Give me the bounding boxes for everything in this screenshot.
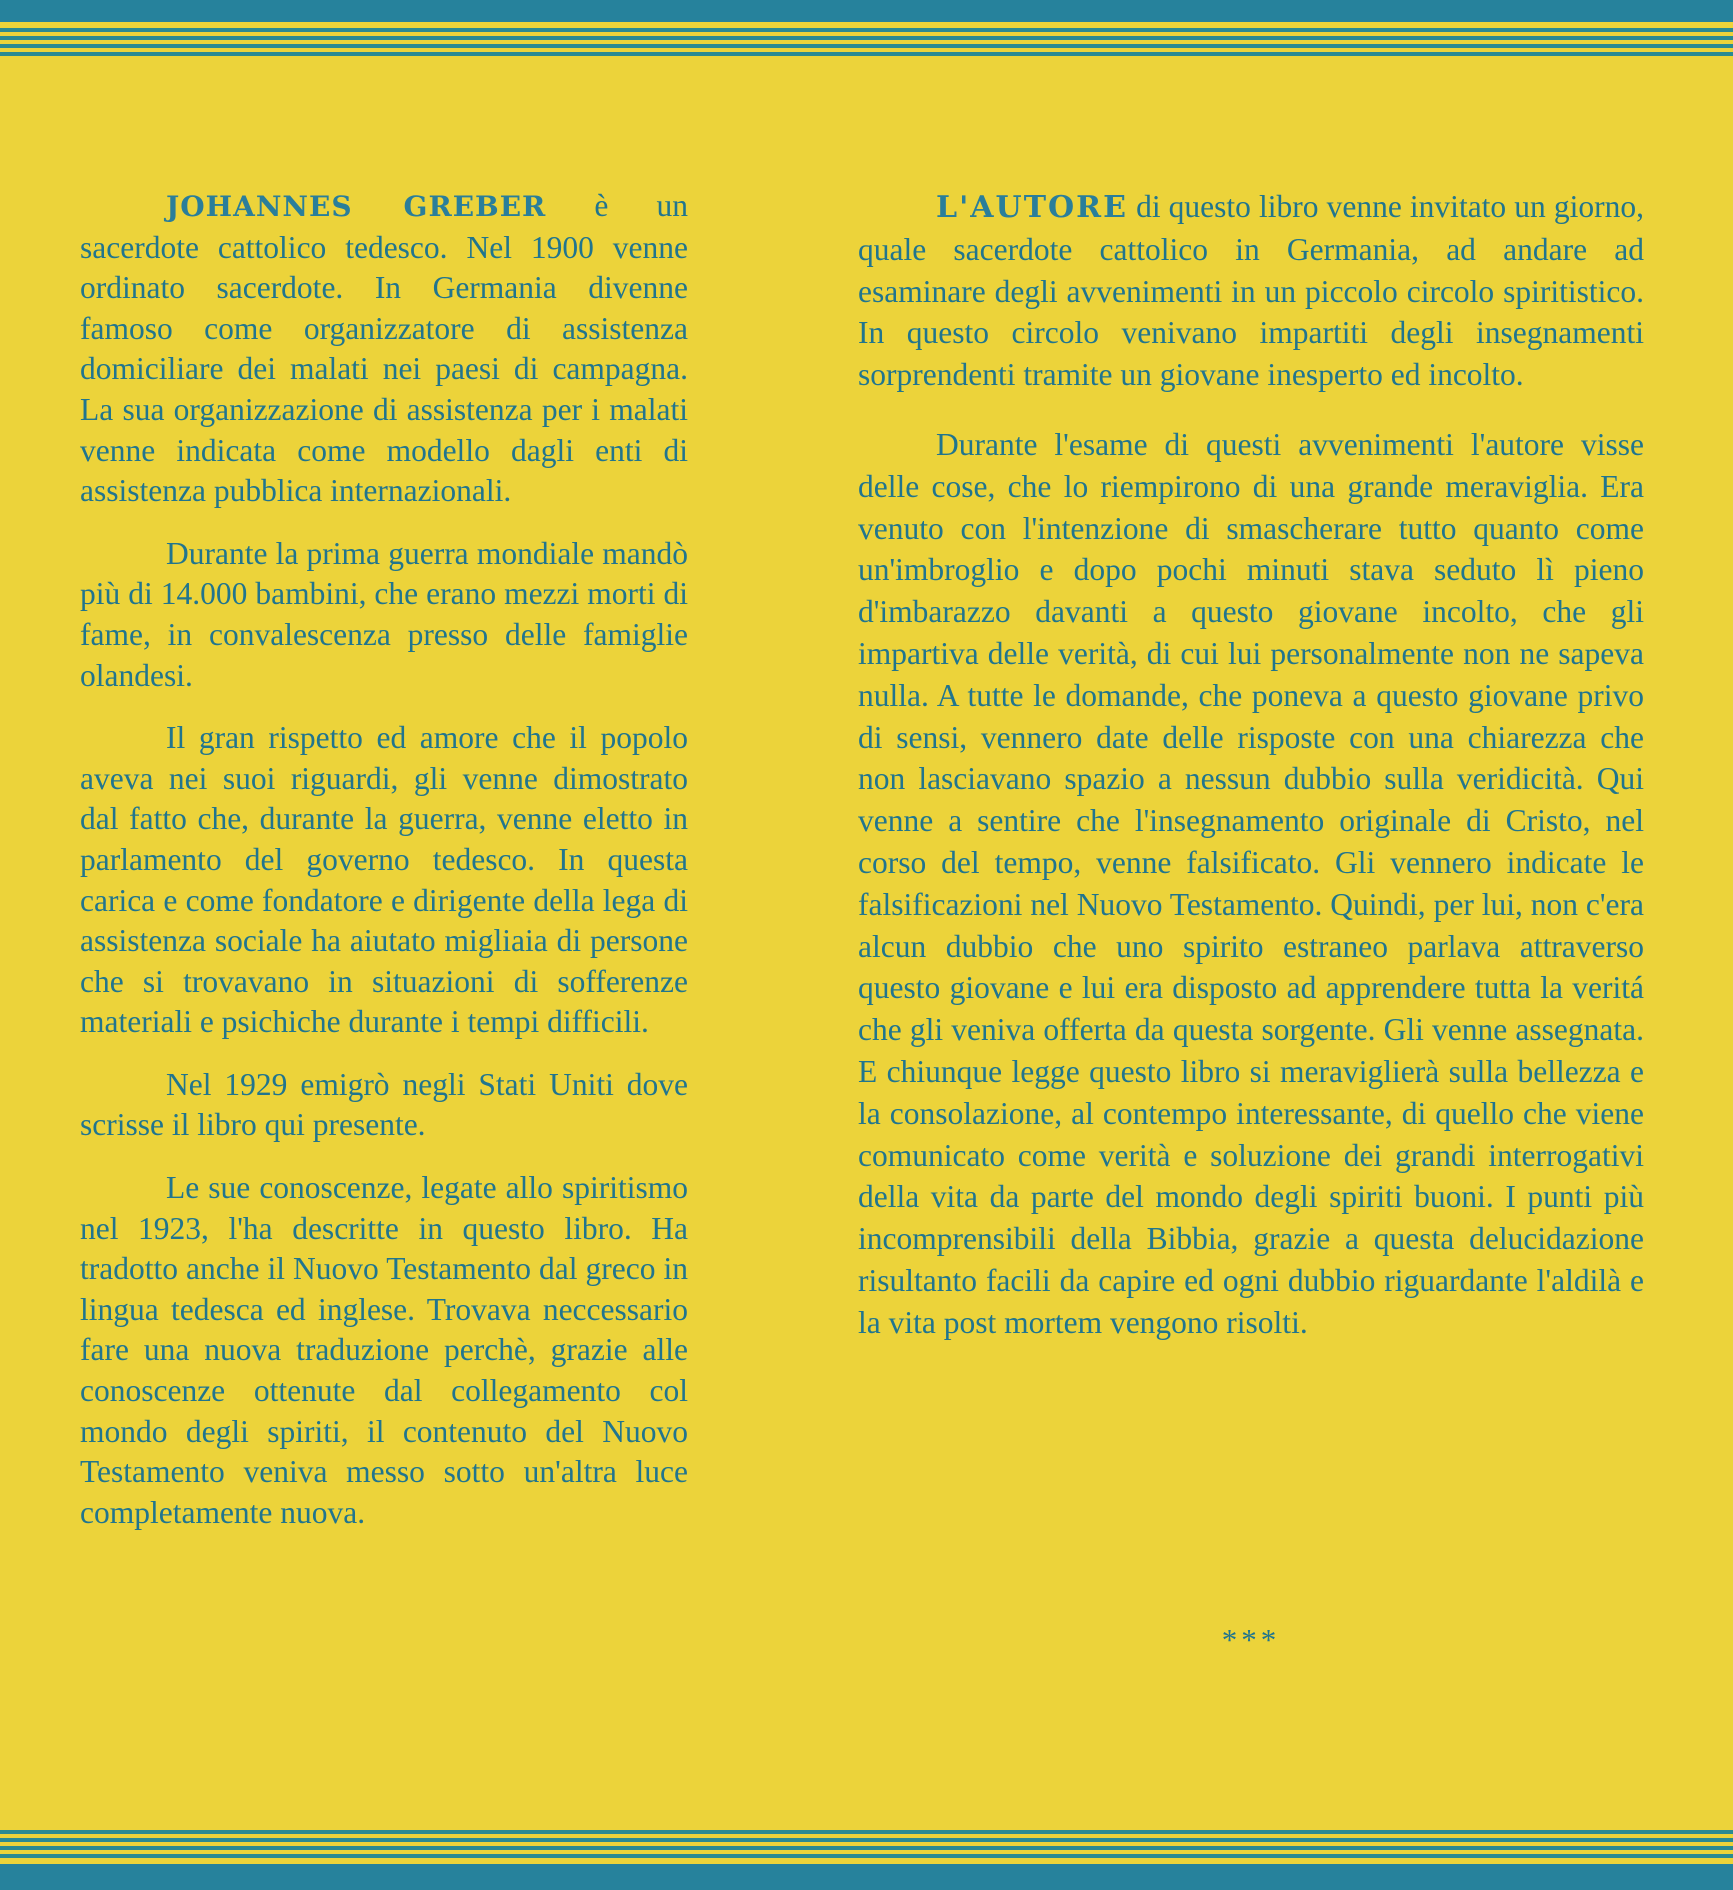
translation-paragraph: Le sue conoscenze, legate allo spiritismo nel 1923, l'ha descritte in questo libro. Ha tradotto anche il Nuovo Testamento dal greco in lingua tedesca ed inglese. Trovava neccessario fare una nuova traduzione perchè, grazie alle conoscenze ottenute dal collegamento col mondo degli spiriti, il contenuto del Nuovo Testamento veniva messo sotto un'altra luce completamente nuova. xyxy=(80,1170,688,1530)
war-children-paragraph: Durante la prima guerra mondiale mandò più di 14.000 bambini, che erano mezzi morti di fame, in convalescenza presso delle famiglie olandesi. xyxy=(80,535,688,693)
right-column xyxy=(858,186,1644,1372)
author-intro-paragraph: L'AUTORE di questo libro venne invitato un giorno, quale sacerdote cattolico in Germania, ad andare ad esaminare degli avvenimenti in un piccolo circolo spiritistico. In questo circolo venivano impartiti degli insegnamenti sorprendenti tramite un giovane inesperto ed incolto. xyxy=(858,189,1644,393)
greber-bio-paragraph: JOHANNES GREBER è un sacerdote cattolico tedesco. Nel 1900 venne ordinato sacerdote. In Germania divenne famoso come organizzatore di assistenza domiciliare dei malati nei paesi di campagna. La sua organizzazione di assistenza per i malati venne indicata come modello dagli enti di assistenza pubblica internazionali. xyxy=(80,188,689,509)
examination-paragraph: Durante l'esame di questi avvenimenti l'autore visse delle cose, che lo riempirono di una grande meraviglia. Era venuto con l'intenzione di smascherare tutto quanto come un'imbroglio e dopo pochi minuti stava seduto lì pieno d'imbarazzo davanti a questo giovane incolto, che gli impartiva delle verità, di cui lui personalmente non ne sapeva nulla. A tutte le domande, che poneva a questo giovane privo di sensi, vennero date delle risposte con una chiarezza che non lasciavano spazio a nessun dubbio sulla veridicità. Qui venne a sentire che l'insegnamento originale di Cristo, nel corso del tempo, venne falsificato. Gli vennero indicate le falsificazioni nel Nuovo Testamento. Quindi, per lui, non c'era alcun dubbio che uno spirito estraneo parlava attraverso questo giovane e lui era disposto ad apprendere tutta la veritá che gli veniva offerta da questa sorgente. Gli venne assegnata. E chiunque legge questo libro si meraviglierà sulla bellezza e la consolazione, al contempo interessante, di quello che viene comunicato come verità e soluzione dei grandi interrogativi della vita da parte del mondo degli spiriti buoni. I punti più incomprensibili della Bibbia, grazie a questa delucidazione risultanto facili da capire ed ogni dubbio riguardante l'aldilà e la vita post mortem vengono risolti. xyxy=(858,426,1644,1340)
greber-name-heading: JOHANNES GREBER xyxy=(166,190,547,223)
left-column xyxy=(80,186,688,1555)
section-separator: *** xyxy=(1221,1622,1281,1657)
parliament-paragraph: Il gran rispetto ed amore che il popolo aveva nei suoi riguardi, gli venne dimostrato dal fatto che, durante la guerra, venne eletto in parlamento del governo tedesco. In questa carica e come fondatore e dirigente della lega di assistenza sociale ha aiutato migliaia di persone che si trovavano in situazioni di sofferenze materiali e psichiche durante i tempi difficili. xyxy=(80,720,688,1040)
top-border-band xyxy=(0,0,1733,64)
emigration-paragraph: Nel 1929 emigrò negli Stati Uniti dove scrisse il libro qui presente. xyxy=(80,1066,688,1143)
bottom-border-band xyxy=(0,1826,1733,1890)
author-heading: L'AUTORE xyxy=(936,190,1128,225)
